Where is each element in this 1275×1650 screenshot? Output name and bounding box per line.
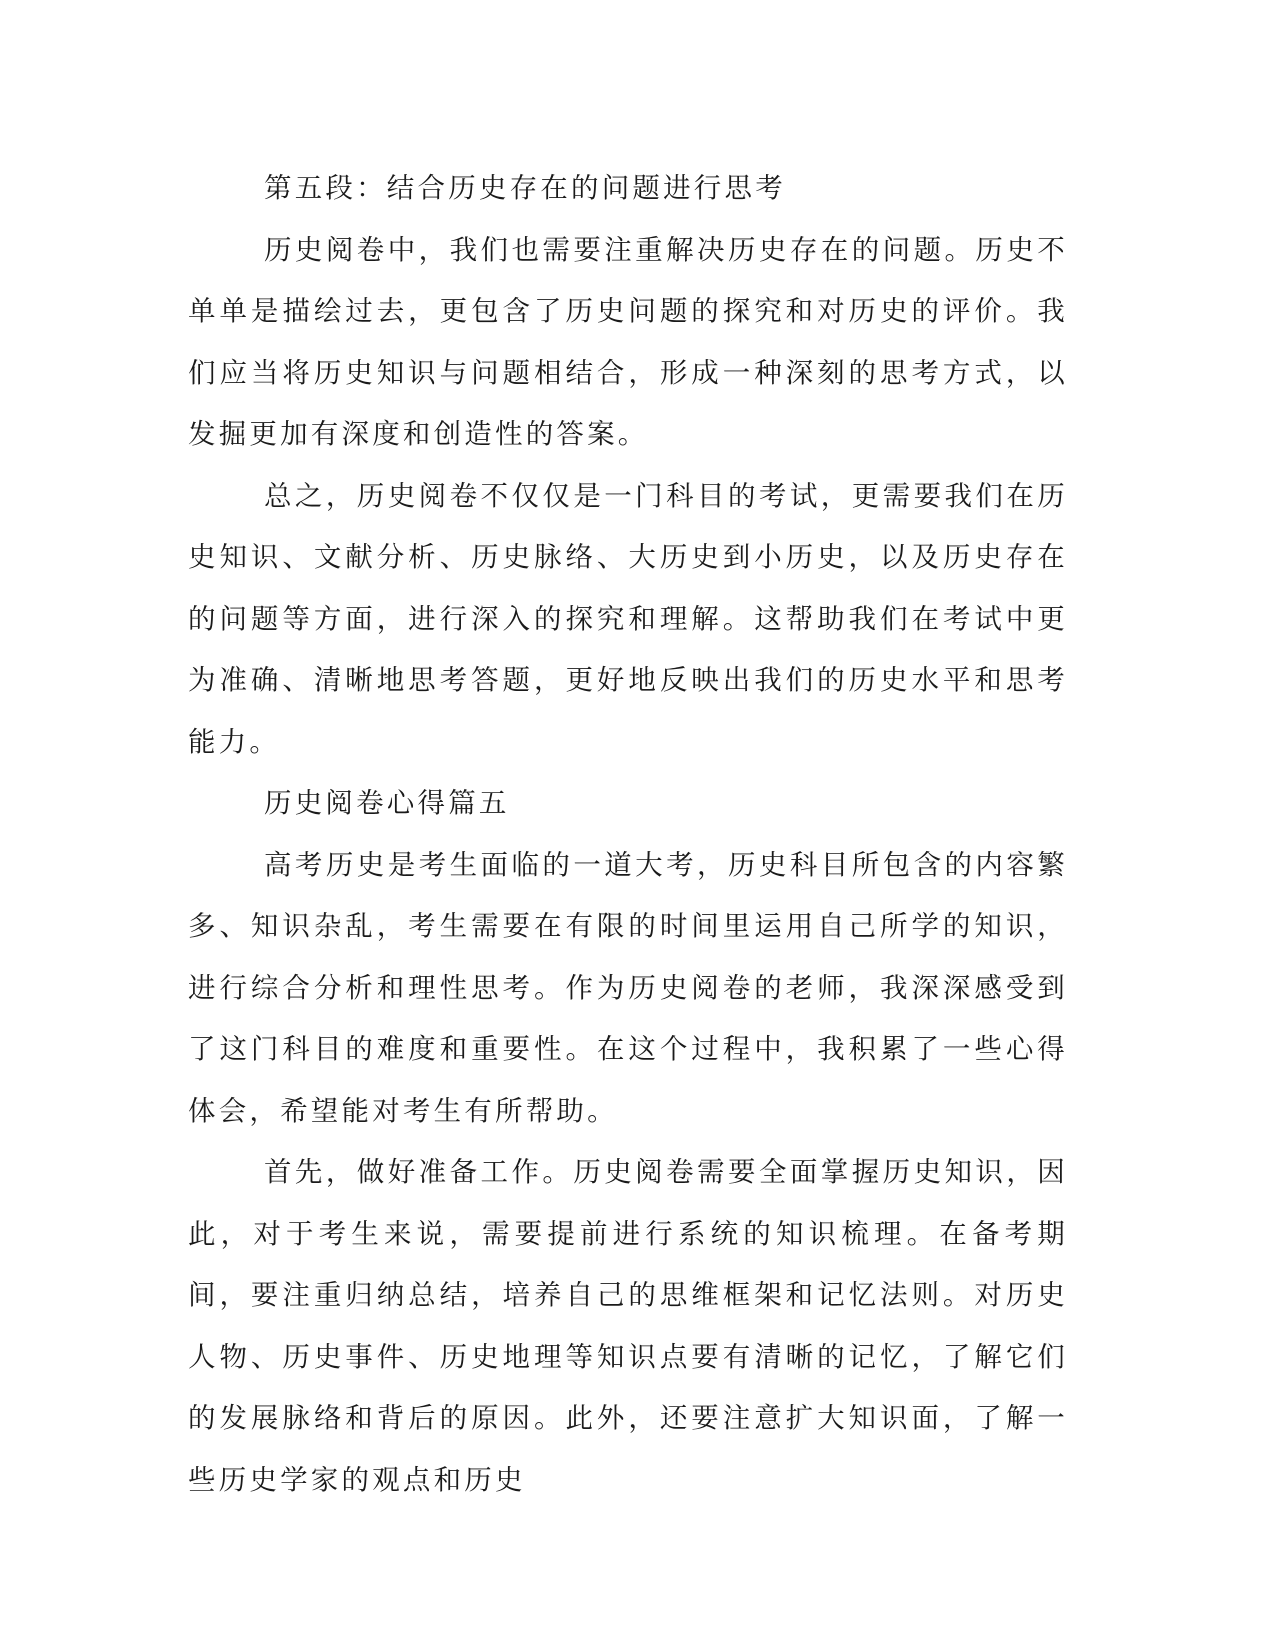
section-heading-essay-five: 历史阅卷心得篇五 [264,787,510,819]
paragraph-conclusion: 总之，历史阅卷不仅仅是一门科目的考试，更需要我们在历史知识、文献分析、历史脉络、大历史到小历史，以及历史存在的问题等方面，进行深入的探究和理解。这帮助我们在考试中更为准确、清晰地思考答题，更好地反映出我们的历史水平和思考能力。 [188,479,1068,758]
paragraph-historical-problems: 历史阅卷中，我们也需要注重解决历史存在的问题。历史不单单是描绘过去，更包含了历史问题的探究和对历史的评价。我们应当将历史知识与问题相结合，形成一种深刻的思考方式，以发掘更加有深度和创造性的答案。 [188,233,1068,450]
document-body [188,158,1068,1511]
paragraph-preparation: 首先，做好准备工作。历史阅卷需要全面掌握历史知识，因此，对于考生来说，需要提前进行系统的知识梳理。在备考期间，要注重归纳总结，培养自己的思维框架和记忆法则。对历史人物、历史事件、历史地理等知识点要有清晰的记忆，了解它们的发展脉络和背后的原因。此外，还要注意扩大知识面，了解一些历史学家的观点和历史 [188,1156,1068,1496]
section-heading-part-five: 第五段：结合历史存在的问题进行思考 [264,172,786,204]
paragraph-gaokao-intro: 高考历史是考生面临的一道大考，历史科目所包含的内容繁多、知识杂乱，考生需要在有限的时间里运用自己所学的知识，进行综合分析和理性思考。作为历史阅卷的老师，我深深感受到了这门科目的难度和重要性。在这个过程中，我积累了一些心得体会，希望能对考生有所帮助。 [188,848,1068,1127]
